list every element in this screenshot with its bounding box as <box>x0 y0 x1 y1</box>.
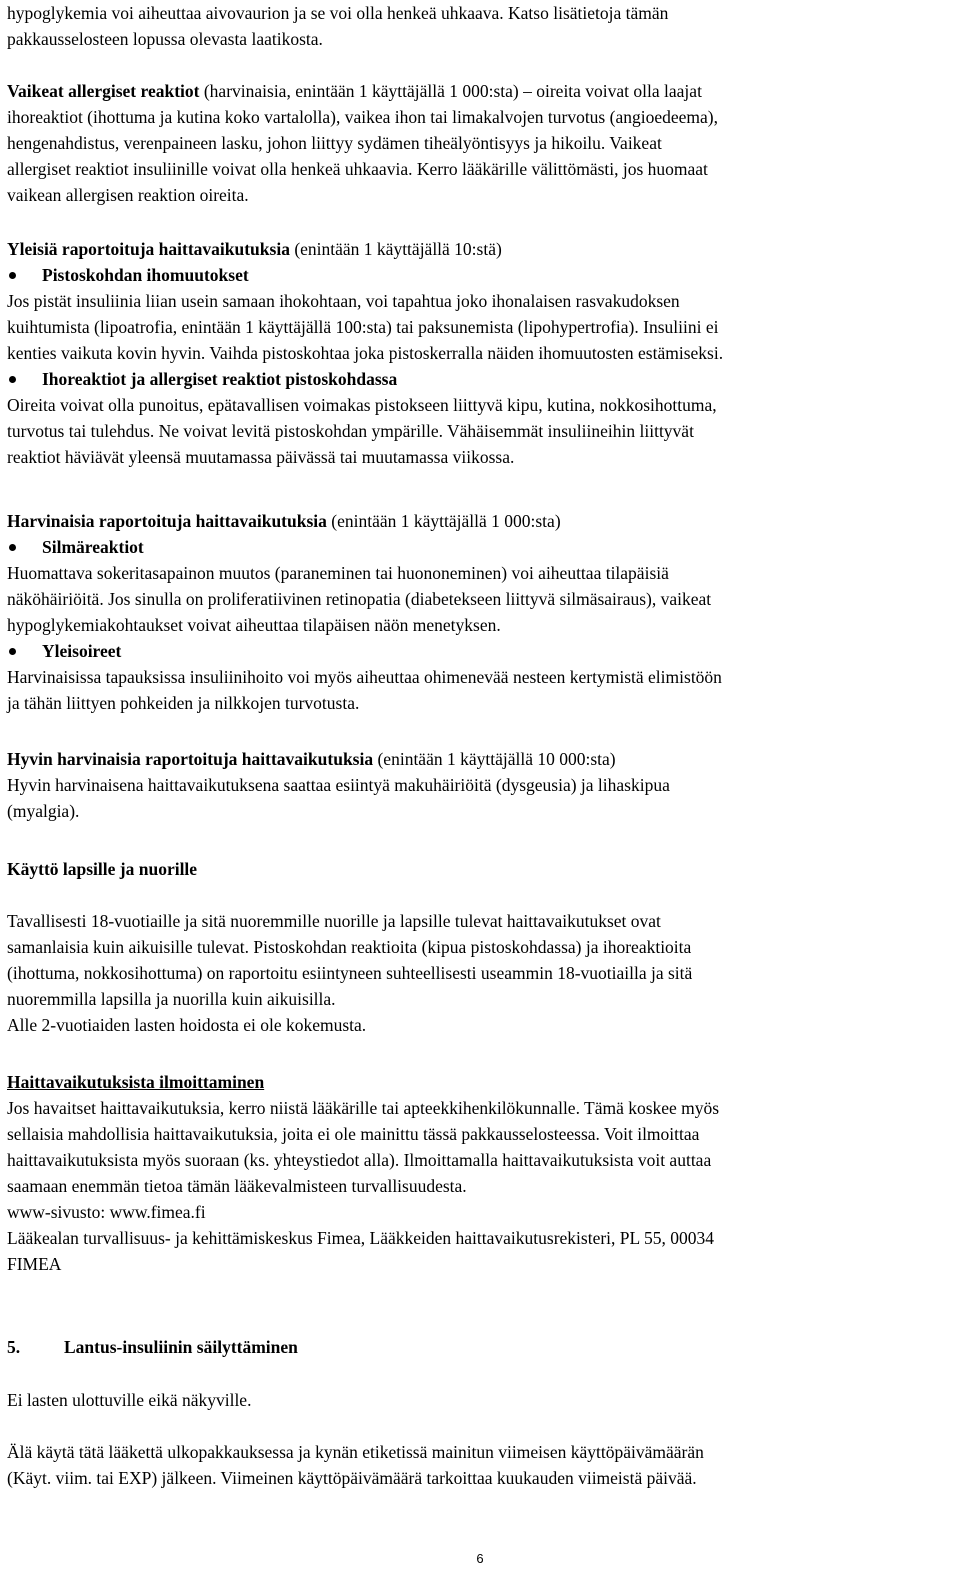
section-5-paragraph-1 <box>7 1387 952 1413</box>
text-line: Jos pistät insuliinia liian usein samaan ihokohtaan, voi tapahtua joko ihonalaisen rasvakudoksen <box>7 291 680 311</box>
heading-line <box>7 1069 952 1095</box>
children-paragraph <box>7 908 952 1038</box>
frequency-note: (enintään 1 käyttäjällä 10 000:sta) <box>373 749 616 769</box>
website-line: www-sivusto: www.fimea.fi <box>7 1202 206 1222</box>
text-line: hypoglykemia voi aiheuttaa aivovaurion ja se voi olla henkeä uhkaava. Katso lisätietoja tämän <box>7 3 669 23</box>
text-line: turvotus tai tulehdus. Ne voivat levitä pistoskohdan ympärille. Vähäisemmät insuliineihin liittyvät <box>7 421 694 441</box>
section-heading-line <box>7 746 952 772</box>
text-line: (ihottuma, nokkosihottuma) on raportoitu esiintyneen suhteellisesti useammin 18-vuotiailla ja sitä <box>7 963 693 983</box>
very-rare-side-effects-section <box>7 746 952 824</box>
frequency-note: (enintään 1 käyttäjällä 10:stä) <box>289 239 502 259</box>
text-line: Lääkealan turvallisuus- ja kehittämiskeskus Fimea, Lääkkeiden haittavaikutusrekisteri, PL 55, 00034 <box>7 1228 714 1248</box>
text-line: hypoglykemiakohtaukset voivat aiheuttaa tilapäisen näön menetyksen. <box>7 615 501 635</box>
text-line: Huomattava sokeritasapainon muutos (paraneminen tai huononeminen) voi aiheuttaa tilapäisiä <box>7 563 669 583</box>
text-line: (Käyt. viim. tai EXP) jälkeen. Viimeinen käyttöpäivämäärä tarkoittaa kuukauden viimeistä päivää. <box>7 1468 697 1488</box>
text-line: Ei lasten ulottuville eikä näkyville. <box>7 1390 252 1410</box>
intro-paragraph <box>7 0 952 52</box>
text-line <box>7 78 952 104</box>
text-line: hengenahdistus, verenpaineen lasku, johon liittyy sydämen tiheälyöntisyys ja hikoilu. Vaikeat <box>7 133 662 153</box>
bullet-item <box>7 366 952 392</box>
section-5-paragraph-2 <box>7 1439 952 1491</box>
section-number: 5. <box>7 1337 21 1357</box>
text-line: sellaisia mahdollisia haittavaikutuksia, joita ei ole mainittu tässä pakkausselosteessa. Voit ilmoittaa <box>7 1124 700 1144</box>
common-side-effects-title: Yleisiä raportoituja haittavaikutuksia <box>7 239 290 259</box>
common-side-effects-section <box>7 236 952 470</box>
text-line: allergiset reaktiot insuliinille voivat olla henkeä uhkaavia. Kerro lääkärille välittömästi, jos huomaat <box>7 159 708 179</box>
children-title: Käyttö lapsille ja nuorille <box>7 859 198 879</box>
text-line: Älä käytä tätä lääkettä ulkopakkauksessa ja kynän etiketissä mainitun viimeisen käyttöpäivämäärän <box>7 1442 704 1462</box>
very-rare-side-effects-title: Hyvin harvinaisia raportoituja haittavaikutuksia <box>7 749 374 769</box>
text-line: pakkausselosteen lopussa olevasta laatikosta. <box>7 29 323 49</box>
text-line: saamaan enemmän tietoa tämän lääkevalmisteen turvallisuudesta. <box>7 1176 467 1196</box>
section-heading-line <box>7 236 952 262</box>
text-line: Alle 2-vuotiaiden lasten hoidosta ei ole kokemusta. <box>7 1015 367 1035</box>
text-line: (myalgia). <box>7 801 80 821</box>
text-line: Oireita voivat olla punoitus, epätavallisen voimakas pistokseen liittyvä kipu, kutina, nokkosihottuma, <box>7 395 717 415</box>
text-line: vaikean allergisen reaktion oireita. <box>7 185 249 205</box>
bullet-title: Yleisoireet <box>42 641 122 661</box>
children-heading <box>7 856 952 882</box>
page-number: 6 <box>476 1551 484 1566</box>
text-line: nuoremmilla lapsilla ja nuorilla kuin aikuisilla. <box>7 989 336 1009</box>
bullet-icon <box>9 544 16 551</box>
text-line: Tavallisesti 18-vuotiaille ja sitä nuoremmille nuorille ja lapsille tulevat haittavaikutukset ovat <box>7 911 661 931</box>
text-line: kuihtumista (lipoatrofia, enintään 1 käyttäjällä 100:sta) tai paksunemista (lipohypertrofia). Insuliini ei <box>7 317 719 337</box>
text-fragment: (harvinaisia, enintään 1 käyttäjällä 1 000:sta) – oireita voivat olla laajat <box>199 81 702 101</box>
section-5-heading <box>7 1334 952 1360</box>
text-line: Jos havaitset haittavaikutuksia, kerro niistä lääkärille tai apteekkihenkilökunnalle. Tämä koskee myös <box>7 1098 720 1118</box>
bullet-title: Ihoreaktiot ja allergiset reaktiot pistoskohdassa <box>42 369 398 389</box>
section-heading-line <box>7 508 952 534</box>
allergic-reactions-paragraph <box>7 78 952 208</box>
text-line: haittavaikutuksista myös suoraan (ks. yhteystiedot alla). Ilmoittamalla haittavaikutuksista voit auttaa <box>7 1150 712 1170</box>
text-line: näköhäiriöitä. Jos sinulla on proliferatiivinen retinopatia (diabetekseen liittyvä silmäsairaus), vaikeat <box>7 589 712 609</box>
bullet-icon <box>9 648 16 655</box>
bullet-item <box>7 638 952 664</box>
rare-side-effects-section <box>7 508 952 716</box>
heading-line <box>7 1334 952 1360</box>
bullet-title: Pistoskohdan ihomuutokset <box>42 265 249 285</box>
text-line: Hyvin harvinaisena haittavaikutuksena saattaa esiintyä makuhäiriöitä (dysgeusia) ja lihaskipua <box>7 775 670 795</box>
text-line: ja tähän liittyen pohkeiden ja nilkkojen turvotusta. <box>7 693 360 713</box>
bullet-icon <box>9 272 16 279</box>
text-line: FIMEA <box>7 1254 62 1274</box>
text-line: reaktiot häviävät yleensä muutamassa päivässä tai muutamassa viikossa. <box>7 447 515 467</box>
bullet-item <box>7 534 952 560</box>
bullet-icon <box>9 376 16 383</box>
bullet-item <box>7 262 952 288</box>
heading-line <box>7 856 952 882</box>
text-line: samanlaisia kuin aikuisille tulevat. Pistoskohdan reaktioita (kipua pistoskohdassa) ja ihoreaktioita <box>7 937 692 957</box>
text-line: Harvinaisissa tapauksissa insuliinihoito voi myös aiheuttaa ohimenevää nesteen kertymistä elimistöön <box>7 667 722 687</box>
section-title: Lantus-insuliinin säilyttäminen <box>64 1337 298 1357</box>
text-line: kenties vaikuta kovin hyvin. Vaihda pistoskohtaa joka pistoskerralla näiden ihomuutosten estämiseksi. <box>7 343 724 363</box>
rare-side-effects-title: Harvinaisia raportoituja haittavaikutuksia <box>7 511 327 531</box>
text-line: ihoreaktiot (ihottuma ja kutina koko vartalolla), vaikea ihon tai limakalvojen turvotus (angioedeema), <box>7 107 718 127</box>
reporting-title: Haittavaikutuksista ilmoittaminen <box>7 1072 265 1092</box>
frequency-note: (enintään 1 käyttäjällä 1 000:sta) <box>326 511 561 531</box>
reporting-section <box>7 1069 952 1277</box>
bullet-title: Silmäreaktiot <box>42 537 144 557</box>
allergic-reactions-title: Vaikeat allergiset reaktiot <box>7 81 200 101</box>
